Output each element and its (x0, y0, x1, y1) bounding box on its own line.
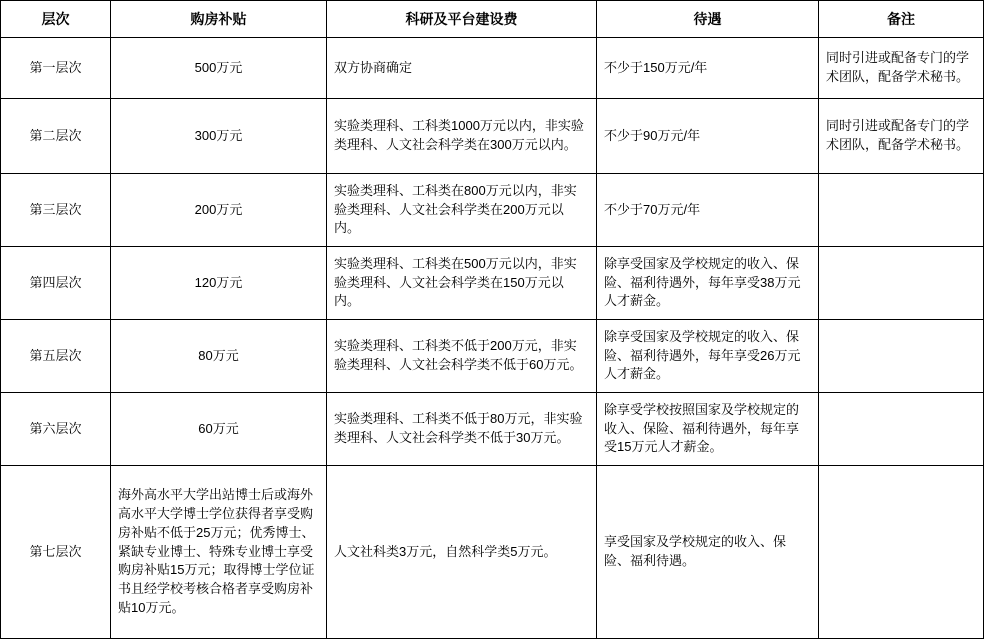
column-header-remark: 备注 (819, 1, 984, 38)
cell-housing-subsidy: 200万元 (111, 174, 327, 247)
table-body (1, 38, 984, 639)
cell-research-fund: 实验类理科、工科类不低于80万元，非实验类理科、人文社会科学类不低于30万元。 (327, 393, 597, 466)
cell-housing-subsidy: 60万元 (111, 393, 327, 466)
column-header-research-fund: 科研及平台建设费 (327, 1, 597, 38)
cell-research-fund: 实验类理科、工科类不低于200万元，非实验类理科、人文社会科学类不低于60万元。 (327, 320, 597, 393)
cell-housing-subsidy: 海外高水平大学出站博士后或海外高水平大学博士学位获得者享受购房补贴不低于25万元；优秀博士、紧缺专业博士、特殊专业博士享受购房补贴15万元；取得博士学位证书且经学校考核合格者享受购房补贴10万元。 (111, 466, 327, 639)
table-header-row (1, 1, 984, 38)
cell-treatment: 不少于90万元/年 (597, 99, 819, 174)
cell-remark (819, 466, 984, 639)
cell-research-fund: 双方协商确定 (327, 38, 597, 99)
cell-treatment: 除享受国家及学校规定的收入、保险、福利待遇外，每年享受38万元人才薪金。 (597, 247, 819, 320)
column-header-treatment: 待遇 (597, 1, 819, 38)
table-row (1, 174, 984, 247)
cell-level: 第四层次 (1, 247, 111, 320)
cell-research-fund: 实验类理科、工科类1000万元以内，非实验类理科、人文社会科学类在300万元以内。 (327, 99, 597, 174)
column-header-housing-subsidy: 购房补贴 (111, 1, 327, 38)
cell-treatment: 除享受国家及学校规定的收入、保险、福利待遇外，每年享受26万元人才薪金。 (597, 320, 819, 393)
cell-remark: 同时引进或配备专门的学术团队，配备学术秘书。 (819, 38, 984, 99)
cell-remark (819, 393, 984, 466)
cell-housing-subsidy: 500万元 (111, 38, 327, 99)
cell-remark (819, 247, 984, 320)
cell-level: 第五层次 (1, 320, 111, 393)
table-row (1, 38, 984, 99)
cell-treatment: 除享受学校按照国家及学校规定的收入、保险、福利待遇外，每年享受15万元人才薪金。 (597, 393, 819, 466)
cell-treatment: 不少于150万元/年 (597, 38, 819, 99)
cell-level: 第一层次 (1, 38, 111, 99)
cell-research-fund: 实验类理科、工科类在500万元以内，非实验类理科、人文社会科学类在150万元以内。 (327, 247, 597, 320)
cell-housing-subsidy: 80万元 (111, 320, 327, 393)
cell-housing-subsidy: 300万元 (111, 99, 327, 174)
table-row (1, 320, 984, 393)
column-header-level: 层次 (1, 1, 111, 38)
cell-housing-subsidy: 120万元 (111, 247, 327, 320)
cell-treatment: 享受国家及学校规定的收入、保险、福利待遇。 (597, 466, 819, 639)
table-header (1, 1, 984, 38)
cell-treatment: 不少于70万元/年 (597, 174, 819, 247)
table-row (1, 393, 984, 466)
cell-research-fund: 实验类理科、工科类在800万元以内，非实验类理科、人文社会科学类在200万元以内。 (327, 174, 597, 247)
cell-remark (819, 320, 984, 393)
cell-level: 第七层次 (1, 466, 111, 639)
table-row (1, 247, 984, 320)
cell-level: 第三层次 (1, 174, 111, 247)
cell-level: 第二层次 (1, 99, 111, 174)
table-row (1, 99, 984, 174)
cell-level: 第六层次 (1, 393, 111, 466)
cell-remark: 同时引进或配备专门的学术团队，配备学术秘书。 (819, 99, 984, 174)
table-row (1, 466, 984, 639)
cell-research-fund: 人文社科类3万元，自然科学类5万元。 (327, 466, 597, 639)
cell-remark (819, 174, 984, 247)
